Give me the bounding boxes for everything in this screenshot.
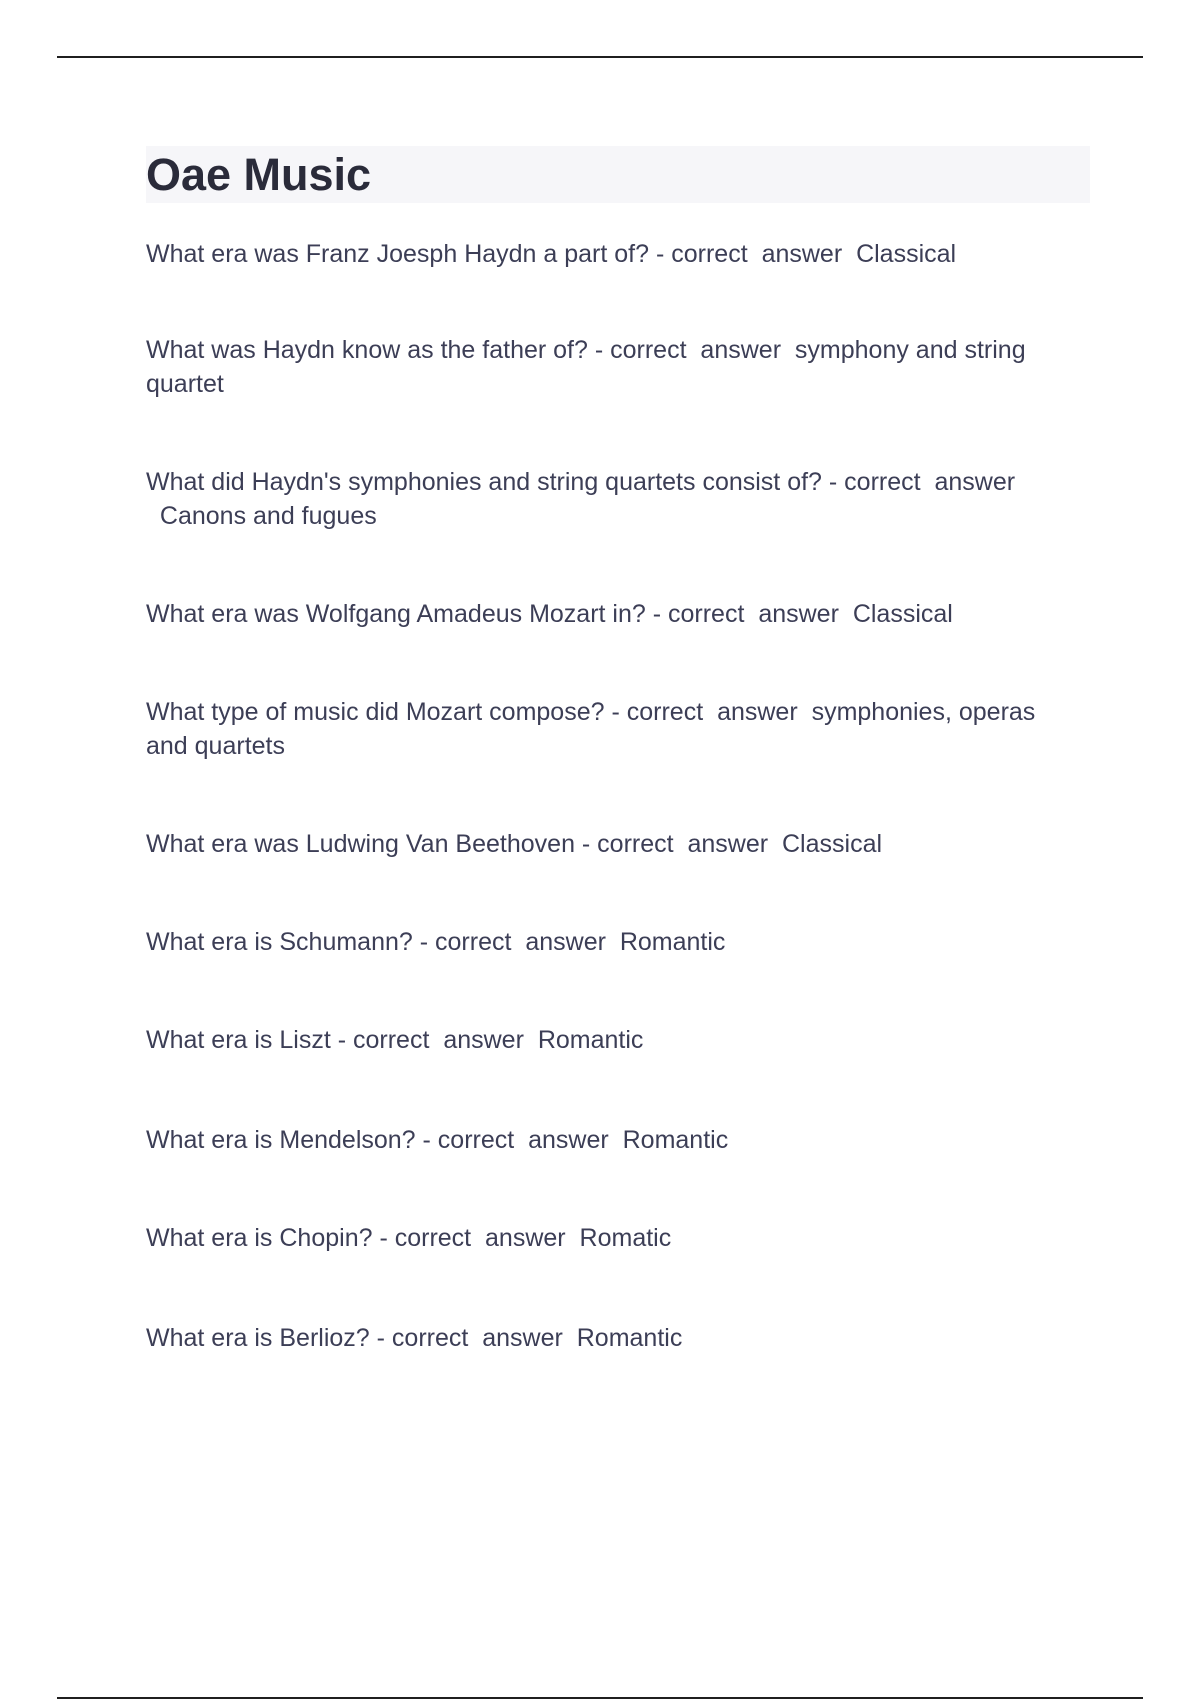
qa-item [146,597,1046,631]
question-text: What era is Schumann? - correct [146,928,512,956]
document-title: Oae Music [146,149,372,200]
answer-text: Classical [782,830,883,858]
answer-label: answer [443,1026,524,1054]
question-text: What was Haydn know as the father of? - correct [146,336,687,364]
qa-item [146,333,1046,401]
qa-item [146,827,1046,861]
question-text: What era was Wolfgang Amadeus Mozart in? - correct [146,600,745,628]
answer-label: answer [687,830,769,858]
answer-label: answer [528,1126,609,1154]
question-text: What type of music did Mozart compose? - correct [146,698,704,726]
question-text: What era was Ludwing Van Beethoven - correct [146,830,674,858]
answer-label: answer [700,336,782,364]
answer-label: answer [934,468,1016,496]
qa-item [146,237,1046,271]
answer-text: Canons and fugues [159,502,377,530]
qa-item [146,1321,1046,1355]
question-text: What era is Liszt - correct [146,1026,430,1054]
answer-text: Romantic [576,1324,683,1352]
answer-text: Romantic [622,1126,729,1154]
answer-text: Romantic [619,928,726,956]
answer-label: answer [525,928,606,956]
qa-list [146,237,1090,1355]
answer-text: Romatic [579,1224,672,1252]
answer-label: answer [758,600,839,628]
question-text: What era was Franz Joesph Haydn a part of? - correct [146,240,748,268]
answer-label: answer [482,1324,563,1352]
qa-item [146,465,1046,533]
question-text: What era is Mendelson? - correct [146,1126,515,1154]
question-text: What era is Berlioz? - correct [146,1324,469,1352]
document-body [146,146,1090,1355]
qa-item [146,1221,1046,1255]
qa-item [146,1023,1046,1057]
answer-text: symphonies, operas and quartets [146,698,1036,760]
answer-text: Classical [852,600,953,628]
question-text: What did Haydn's symphonies and string quartets consist of? - correct [146,468,921,496]
bottom-divider [57,1697,1143,1699]
answer-text: Classical [856,240,957,268]
title-band [146,146,1090,203]
qa-item [146,695,1046,763]
qa-item [146,1123,1046,1157]
answer-label: answer [485,1224,566,1252]
answer-label: answer [717,698,798,726]
answer-text: Romantic [537,1026,644,1054]
question-text: What era is Chopin? - correct [146,1224,472,1252]
qa-item [146,925,1046,959]
answer-text: symphony and string quartet [146,336,1026,398]
answer-label: answer [761,240,843,268]
top-divider [57,56,1143,58]
